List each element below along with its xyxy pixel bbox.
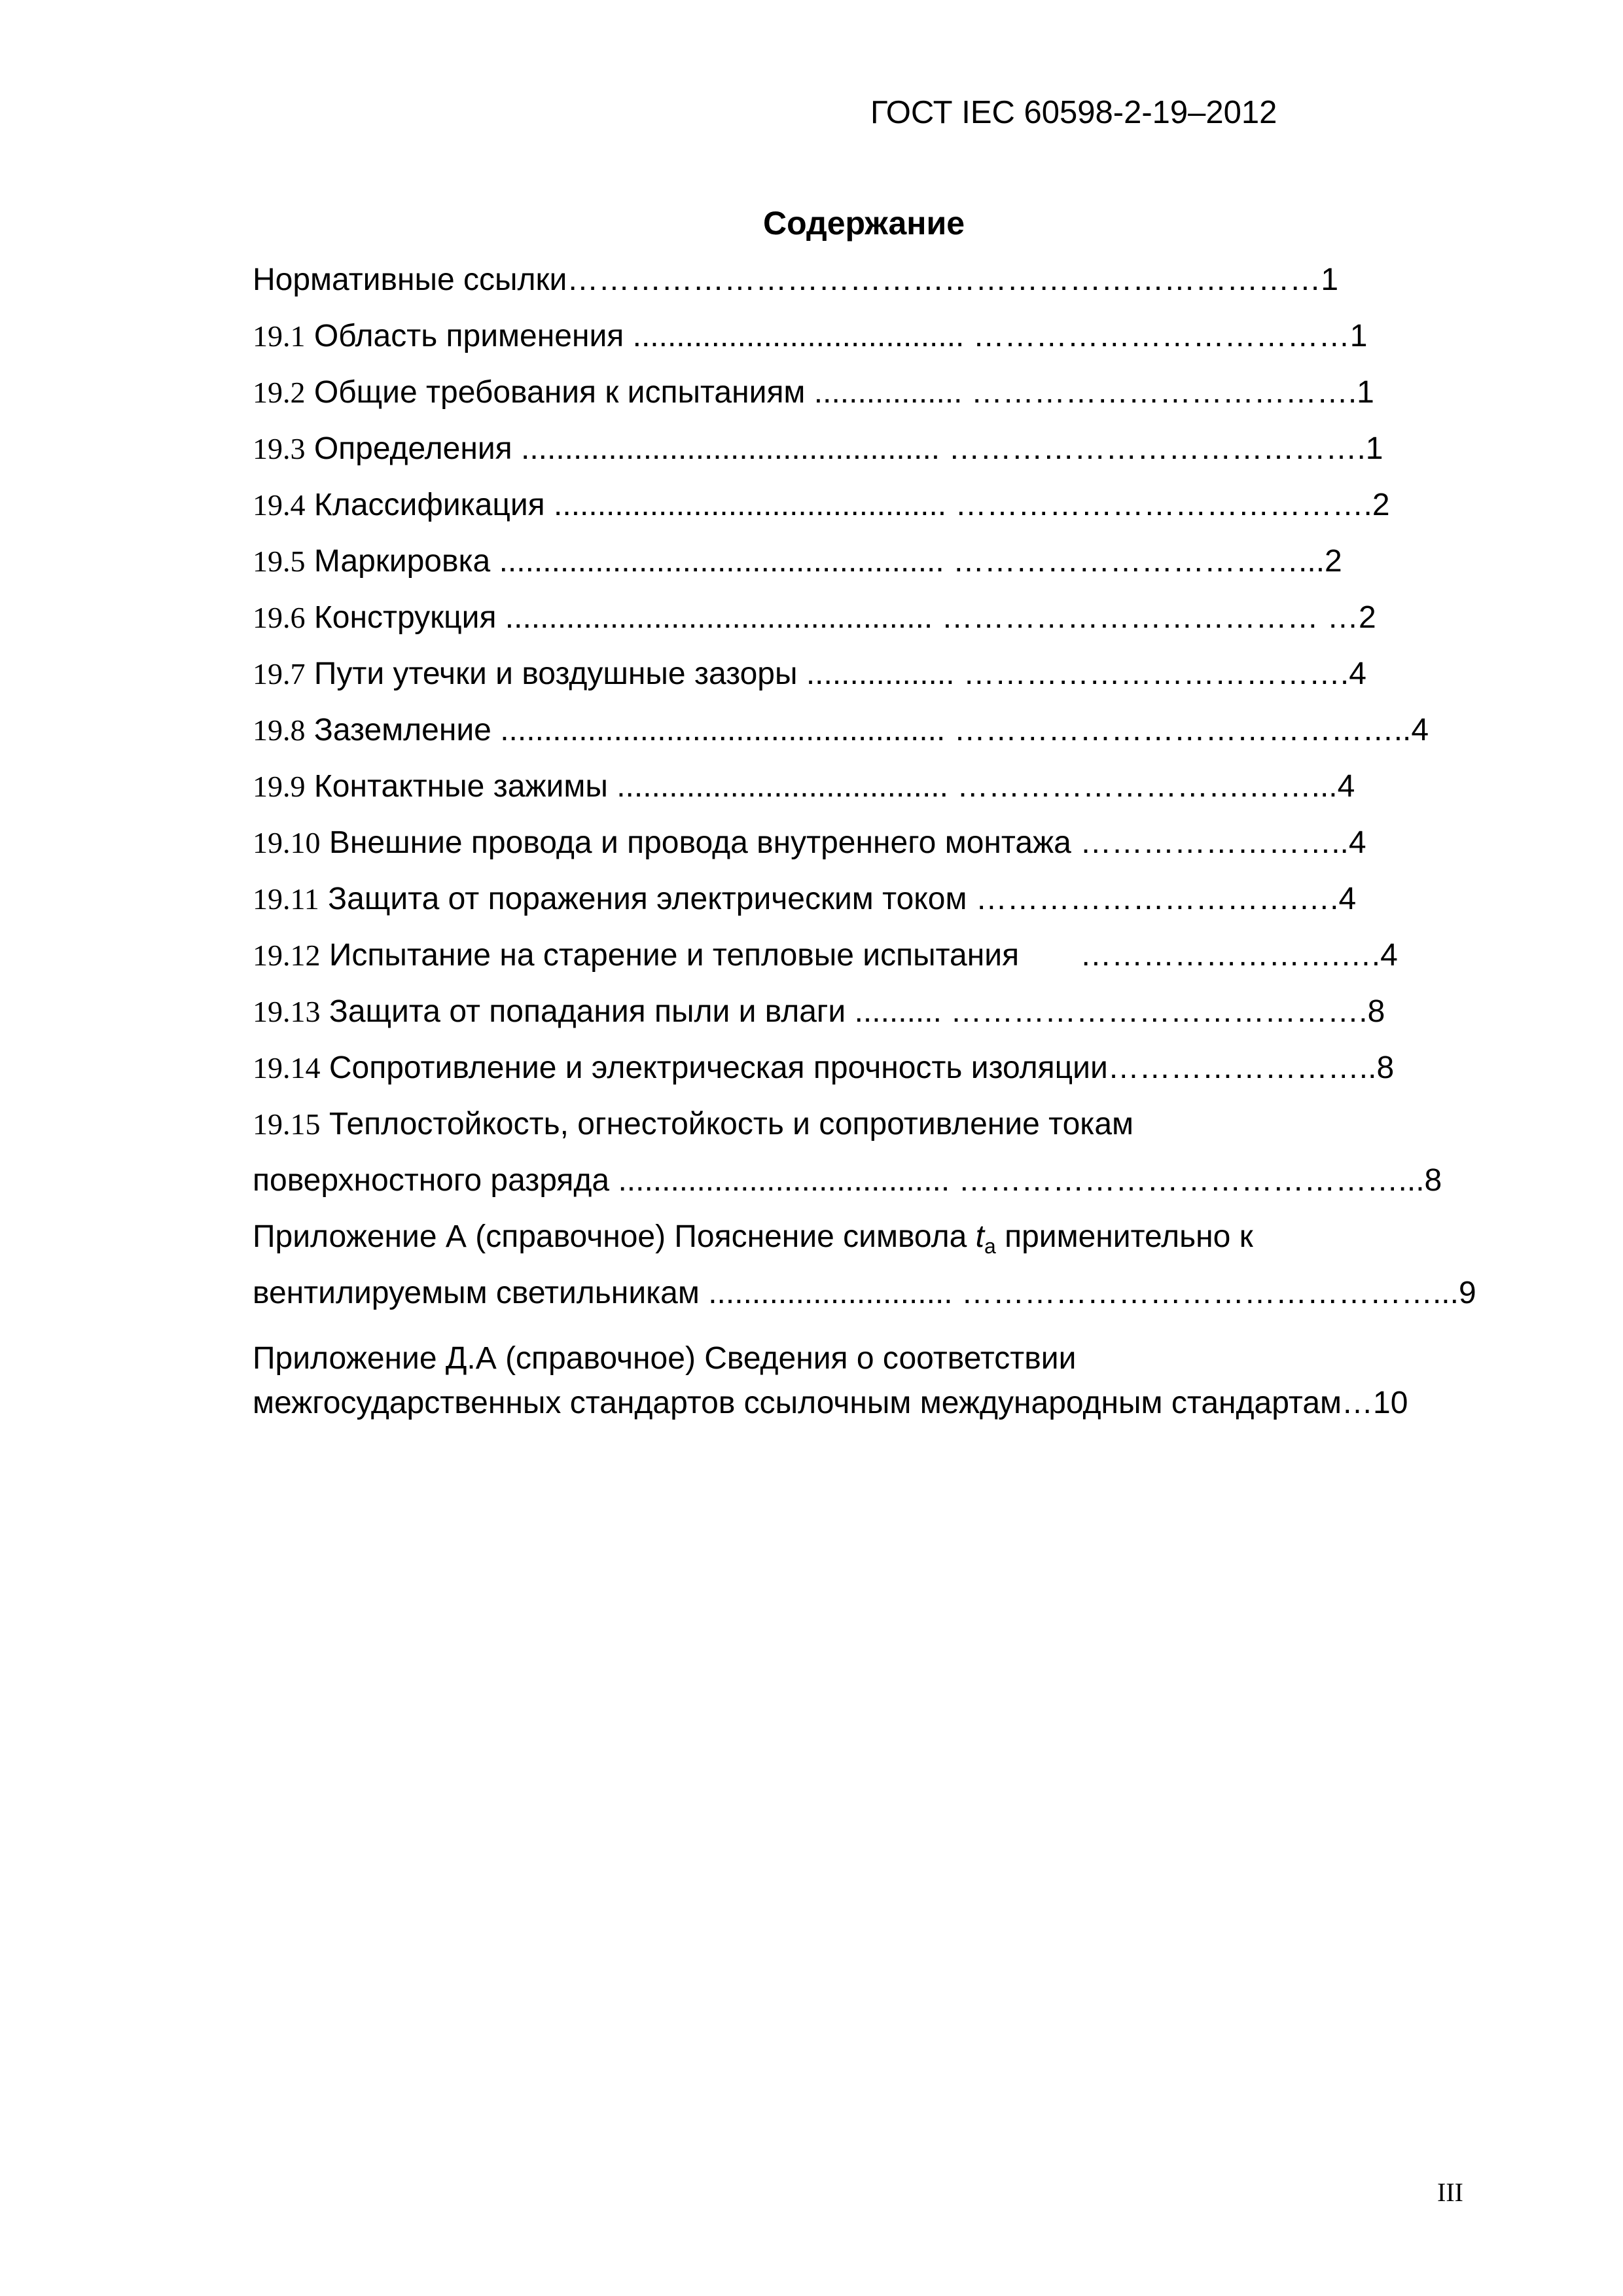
- toc-entry-leader: ...................................... ………………………………: [632, 319, 1350, 353]
- toc-entry-number: 19.15: [253, 1107, 321, 1141]
- toc-entry-leader: ………………………….….: [975, 882, 1339, 916]
- toc-entry-title: Нормативные ссылки: [253, 262, 567, 297]
- toc-entry-leader: ...................................... ……………………….……...: [616, 769, 1338, 804]
- toc-entry-page: 2: [1358, 600, 1376, 635]
- toc-entry-leader: ...................................... ……………………………………...: [618, 1163, 1425, 1198]
- toc-entry-leader: ……………………..: [1080, 825, 1349, 860]
- toc-entry-19-4[interactable]: [253, 486, 1390, 525]
- toc-entry-title: Приложение А (справочное) Пояснение символа: [253, 1219, 976, 1254]
- toc-entry-leader: ................. ……………………………….: [806, 656, 1349, 691]
- toc-entry-number: 19.12: [253, 939, 321, 972]
- toc-entry-number: 19.14: [253, 1051, 321, 1085]
- toc-entry-annex-a-continuation[interactable]: [253, 1274, 1476, 1313]
- toc-entry-number: 19.1: [253, 319, 306, 353]
- toc-entry-title: Область применения: [313, 319, 624, 353]
- toc-entry-leader: .......... ………………………………….: [854, 994, 1368, 1029]
- toc-entry-19-12[interactable]: [253, 936, 1398, 975]
- toc-entry-page: 8: [1376, 1050, 1395, 1085]
- toc-entry-number: 19.9: [253, 770, 306, 803]
- toc-entry-title: Классификация: [313, 488, 545, 522]
- toc-entry-leader: ……………………..: [1107, 1050, 1377, 1085]
- toc-entry-leader: ………………………………………………………………: [567, 262, 1321, 297]
- toc-entry-number: 19.2: [253, 376, 306, 409]
- toc-entry-number: 19.4: [253, 488, 306, 522]
- toc-entry-number: 19.13: [253, 995, 321, 1028]
- toc-entry-title-continuation: межгосударственных стандартов ссылочным международным стандартам: [253, 1386, 1342, 1420]
- toc-entry-title: Определения: [313, 431, 512, 466]
- toc-entry-19-8[interactable]: [253, 711, 1429, 750]
- toc-entry-annex-a[interactable]: [253, 1217, 1253, 1257]
- toc-entry-title: Общие требования к испытаниям: [313, 375, 806, 410]
- symbol-t: t: [975, 1219, 984, 1254]
- toc-entry-page: 8: [1367, 994, 1385, 1029]
- toc-entry-page: 10: [1373, 1386, 1408, 1420]
- toc-entry-page: 1: [1321, 262, 1339, 297]
- toc-entry-title: Пути утечки и воздушные зазоры: [313, 656, 798, 691]
- toc-entry-19-14[interactable]: [253, 1049, 1394, 1088]
- toc-title: Содержание: [762, 205, 965, 242]
- toc-entry-title: Приложение Д.А (справочное) Сведения о соответствии: [253, 1341, 1077, 1376]
- toc-entry-page: 4: [1411, 713, 1429, 747]
- toc-entry-page: 8: [1424, 1163, 1442, 1198]
- toc-entry-19-6[interactable]: [253, 598, 1376, 637]
- toc-entry-title: Испытание на старение и тепловые испытания: [329, 938, 1020, 973]
- toc-entry-page: 1: [1365, 431, 1383, 466]
- toc-entry-19-7[interactable]: [253, 655, 1366, 694]
- toc-entry-page: 4: [1337, 769, 1355, 804]
- toc-entry-page: 9: [1458, 1276, 1476, 1310]
- toc-entry-number: 19.8: [253, 713, 306, 747]
- toc-entry-number: 19.5: [253, 545, 306, 578]
- symbol-subscript: a: [984, 1234, 996, 1258]
- toc-entry-page: 4: [1348, 825, 1366, 860]
- standard-designation: ГОСТ IEC 60598-2-19–2012: [870, 95, 1277, 130]
- toc-entry-title-end: применительно к: [995, 1219, 1253, 1254]
- toc-entry-19-1[interactable]: [253, 317, 1367, 356]
- toc-entry-number: 19.10: [253, 826, 321, 859]
- toc-entry-annex-da[interactable]: [253, 1339, 1076, 1378]
- toc-entry-19-2[interactable]: [253, 373, 1374, 412]
- toc-entry-leader: ................................................... ……………………………...: [499, 544, 1325, 579]
- toc-entry-title: Защита от попадания пыли и влаги: [329, 994, 846, 1029]
- toc-entry-19-10[interactable]: [253, 823, 1366, 863]
- toc-entry-title: Контактные зажимы: [313, 769, 608, 804]
- toc-entry-title: Защита от поражения электрическим током: [328, 882, 967, 916]
- toc-entry-19-15[interactable]: [253, 1105, 1133, 1144]
- toc-entry-page: 2: [1372, 488, 1390, 522]
- toc-entry-19-11[interactable]: [253, 880, 1356, 919]
- toc-entry-title: Внешние провода и провода внутреннего монтажа: [329, 825, 1071, 860]
- toc-entry-page: 2: [1325, 544, 1342, 579]
- toc-entry-leader: ................................................. ……………………………… …: [505, 600, 1359, 635]
- toc-entry-number: 19.7: [253, 657, 306, 691]
- toc-entry-title-continuation: поверхностного разряда: [253, 1163, 610, 1198]
- toc-entry-title-continuation: вентилируемым светильникам: [253, 1276, 700, 1310]
- toc-entry-leader: …………………….….: [1027, 938, 1381, 973]
- toc-entry-page: 4: [1380, 938, 1398, 973]
- toc-entry-number: 19.11: [253, 882, 319, 916]
- toc-entry-leader: …: [1342, 1386, 1374, 1420]
- page-number: III: [1437, 2178, 1463, 2207]
- toc-entry-title: Заземление: [313, 713, 491, 747]
- toc-entry-normative-references[interactable]: [253, 260, 1338, 300]
- toc-entry-title: Теплостойкость, огнестойкость и сопротивление токам: [329, 1107, 1134, 1141]
- toc-entry-number: 19.3: [253, 432, 306, 465]
- toc-entry-19-15-continuation[interactable]: [253, 1161, 1442, 1200]
- toc-entry-page: 1: [1357, 375, 1374, 410]
- toc-entry-page: 1: [1349, 319, 1368, 353]
- toc-entry-leader: ................................................... ……………………………………..: [500, 713, 1412, 747]
- toc-entry-19-3[interactable]: [253, 429, 1383, 469]
- toc-entry-19-5[interactable]: [253, 542, 1342, 581]
- toc-entry-title: Конструкция: [313, 600, 497, 635]
- toc-entry-page: 4: [1349, 656, 1366, 691]
- toc-entry-leader: ............................................. ………………………………….: [554, 488, 1372, 522]
- toc-entry-number: 19.6: [253, 601, 306, 634]
- toc-entry-leader: ................................................ ………………………………….: [520, 431, 1366, 466]
- toc-entry-title: Сопротивление и электрическая прочность изоляции: [329, 1050, 1108, 1085]
- toc-entry-19-13[interactable]: [253, 992, 1385, 1031]
- toc-entry-leader: ................. ……………………………….: [813, 375, 1357, 410]
- toc-entry-title: Маркировка: [313, 544, 491, 579]
- toc-entry-page: 4: [1338, 882, 1357, 916]
- toc-entry-leader: ............................ ………………………………………...: [708, 1276, 1459, 1310]
- toc-entry-annex-da-continuation[interactable]: [253, 1384, 1408, 1423]
- toc-entry-19-9[interactable]: [253, 767, 1355, 806]
